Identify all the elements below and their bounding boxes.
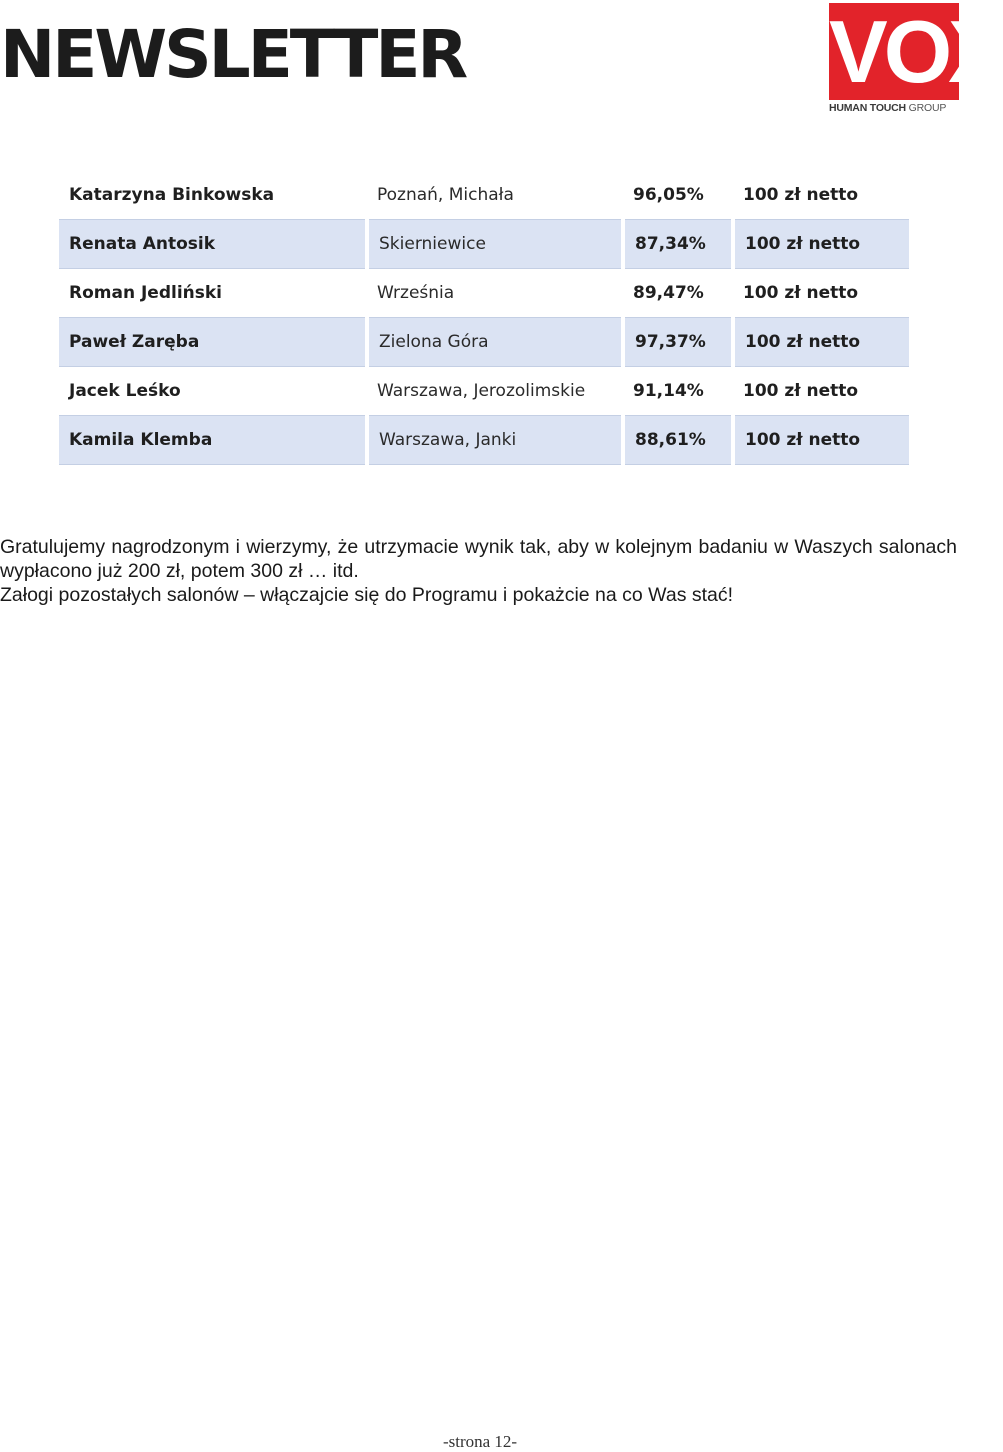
table-row [59, 416, 909, 465]
congratulations-paragraph: Gratulujemy nagrodzonym i wierzymy, że utrzymacie wynik tak, aby w kolejnym badaniu w Waszych salonach wypłacono już 200 zł, potem 300 zł … itd. [0, 536, 957, 582]
score: 97,37% [623, 318, 733, 367]
logo-wordmark: VOX [829, 2, 1003, 101]
prize: 100 zł netto [733, 318, 909, 367]
salon-location: Poznań, Michała [377, 185, 514, 205]
prize: 100 zł netto [733, 416, 909, 465]
prize: 100 zł netto [733, 220, 909, 269]
winner-name: Roman Jedliński [69, 283, 223, 303]
score: 87,34% [623, 220, 733, 269]
salon-location: Warszawa, Janki [367, 416, 623, 465]
logo-tagline-bold: HUMAN TOUCH [829, 102, 906, 114]
table-row [59, 220, 909, 269]
score: 96,05% [633, 185, 704, 205]
prize: 100 zł netto [743, 185, 859, 205]
prize: 100 zł netto [743, 381, 859, 401]
winner-name: Kamila Klemba [59, 416, 367, 465]
page-title: NEWSLETTER [0, 16, 466, 93]
vox-logo [829, 2, 1003, 115]
score: 91,14% [633, 381, 704, 401]
logo-tagline [829, 102, 959, 114]
salon-location: Zielona Góra [367, 318, 623, 367]
score: 89,47% [633, 283, 704, 303]
table-row [59, 171, 909, 220]
winner-name: Paweł Zaręba [59, 318, 367, 367]
results-table [59, 171, 909, 465]
page-number: -strona 12- [442, 1432, 518, 1451]
logo-tagline-light: GROUP [908, 102, 947, 114]
table-row [59, 269, 909, 318]
winner-name: Jacek Leśko [69, 381, 181, 401]
salon-location: Warszawa, Jerozolimskie [377, 381, 586, 401]
salon-location: Września [377, 283, 455, 303]
prize: 100 zł netto [743, 283, 859, 303]
table-row [59, 318, 909, 367]
salon-location: Skierniewice [367, 220, 623, 269]
table-row [59, 367, 909, 416]
score: 88,61% [623, 416, 733, 465]
winner-name: Katarzyna Binkowska [69, 185, 275, 205]
winner-name: Renata Antosik [59, 220, 367, 269]
call-to-action-paragraph: Załogi pozostałych salonów – włączajcie się do Programu i pokażcie na co Was stać! [0, 584, 734, 606]
